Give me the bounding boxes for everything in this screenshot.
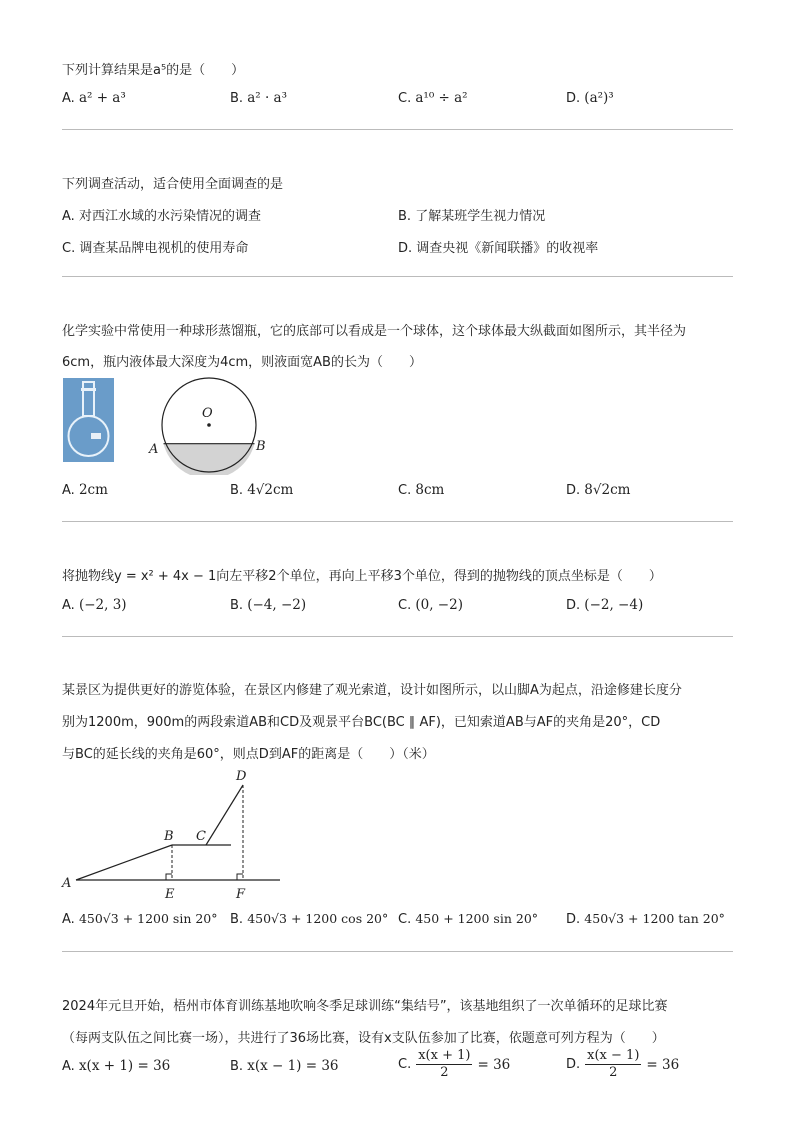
q5-stem-line3: 与BC的延长线的夹角是60°，则点D到AF的距离是（ ）（米）	[62, 747, 435, 762]
q5-option-d[interactable]: D. 450√3 + 1200 tan 20°	[566, 911, 725, 927]
q3-stem-line1: 化学实验中常使用一种球形蒸馏瓶，它的底部可以看成是一个球体，这个球体最大纵截面如图所示，其半径为	[62, 324, 687, 339]
q3-option-c[interactable]: C. 8cm	[398, 482, 445, 498]
q3-option-a[interactable]: A. 2cm	[62, 482, 108, 498]
q4-stem: 将抛物线y = x² + 4x − 1向左平移2个单位，再向上平移3个单位，得到的抛物线的顶点坐标是（ ）	[62, 569, 662, 584]
divider	[62, 276, 733, 277]
q2-stem: 下列调查活动，适合使用全面调查的是	[62, 177, 284, 192]
fraction: $\frac{x(x - 1)}{2}$	[587, 1048, 640, 1080]
q5-option-b[interactable]: B. 450√3 + 1200 cos 20°	[230, 911, 389, 927]
q6-option-d[interactable]: D. $\frac{x(x - 1)}{2}$ = 36	[566, 1048, 680, 1080]
label-d: D	[236, 769, 247, 784]
label-o: O	[202, 406, 213, 421]
q5-stem-line2: 别为1200m，900m的两段索道AB和CD及观景平台BC(BC ∥ AF)，已知索道AB与AF的夹角是20°，CD	[62, 715, 661, 730]
q4-option-c[interactable]: C. (0, −2)	[398, 597, 463, 613]
q5-option-a[interactable]: A. 450√3 + 1200 sin 20°	[62, 911, 218, 927]
q1-option-d[interactable]: D. (a²)³	[566, 90, 614, 106]
q1-option-c[interactable]: C. a¹⁰ ÷ a²	[398, 90, 468, 106]
q2-option-d[interactable]: D. 调查央视《新闻联播》的收视率	[398, 241, 599, 256]
q4-option-b[interactable]: B. (−4, −2)	[230, 597, 307, 613]
q3-option-d[interactable]: D. 8√2cm	[566, 482, 631, 498]
q4-option-d[interactable]: D. (−2, −4)	[566, 597, 644, 613]
cableway-diagram	[60, 765, 285, 903]
divider	[62, 951, 733, 952]
label-b: B	[256, 439, 266, 454]
label-b: B	[164, 829, 174, 844]
flask-photo	[63, 378, 114, 462]
label-a: A	[62, 876, 72, 891]
q6-option-b[interactable]: B. x(x − 1) = 36	[230, 1058, 339, 1074]
q2-option-c[interactable]: C. 调查某品牌电视机的使用寿命	[62, 241, 249, 256]
fraction: $\frac{x(x + 1)}{2}$	[418, 1048, 471, 1080]
label-e: E	[165, 887, 175, 902]
divider	[62, 636, 733, 637]
q3-option-b[interactable]: B. 4√2cm	[230, 482, 294, 498]
q3-stem-line2: 6cm，瓶内液体最大深度为4cm，则液面宽AB的长为（ ）	[62, 355, 422, 370]
q1-stem: 下列计算结果是a⁵的是（ ）	[62, 63, 245, 78]
q1-option-a[interactable]: A. a² + a³	[62, 90, 126, 106]
label-c: C	[196, 829, 206, 844]
q4-option-a[interactable]: A. (−2, 3)	[62, 597, 127, 613]
q6-option-c[interactable]: C. $\frac{x(x + 1)}{2}$ = 36	[398, 1048, 511, 1080]
q5-option-c[interactable]: C. 450 + 1200 sin 20°	[398, 911, 539, 927]
divider	[62, 129, 733, 130]
q5-stem-line1: 某景区为提供更好的游览体验，在景区内修建了观光索道，设计如图所示，以山脚A为起点，沿途修建长度分	[62, 683, 682, 698]
q1-option-b[interactable]: B. a² · a³	[230, 90, 287, 106]
label-a: A	[149, 442, 159, 457]
q2-option-a[interactable]: A. 对西江水域的水污染情况的调查	[62, 209, 261, 224]
q6-stem-line1: 2024年元旦开始，梧州市体育训练基地吹响冬季足球训练“集结号”，该基地组织了一次单循环的足球比赛	[62, 999, 668, 1014]
q6-option-a[interactable]: A. x(x + 1) = 36	[62, 1058, 171, 1074]
divider	[62, 521, 733, 522]
q2-option-b[interactable]: B. 了解某班学生视力情况	[398, 209, 546, 224]
q6-stem-line2: （每两支队伍之间比赛一场），共进行了36场比赛，设有x支队伍参加了比赛，依题意可列方程为（ ）	[62, 1031, 665, 1046]
circle-diagram	[145, 375, 270, 475]
label-f: F	[236, 887, 246, 902]
